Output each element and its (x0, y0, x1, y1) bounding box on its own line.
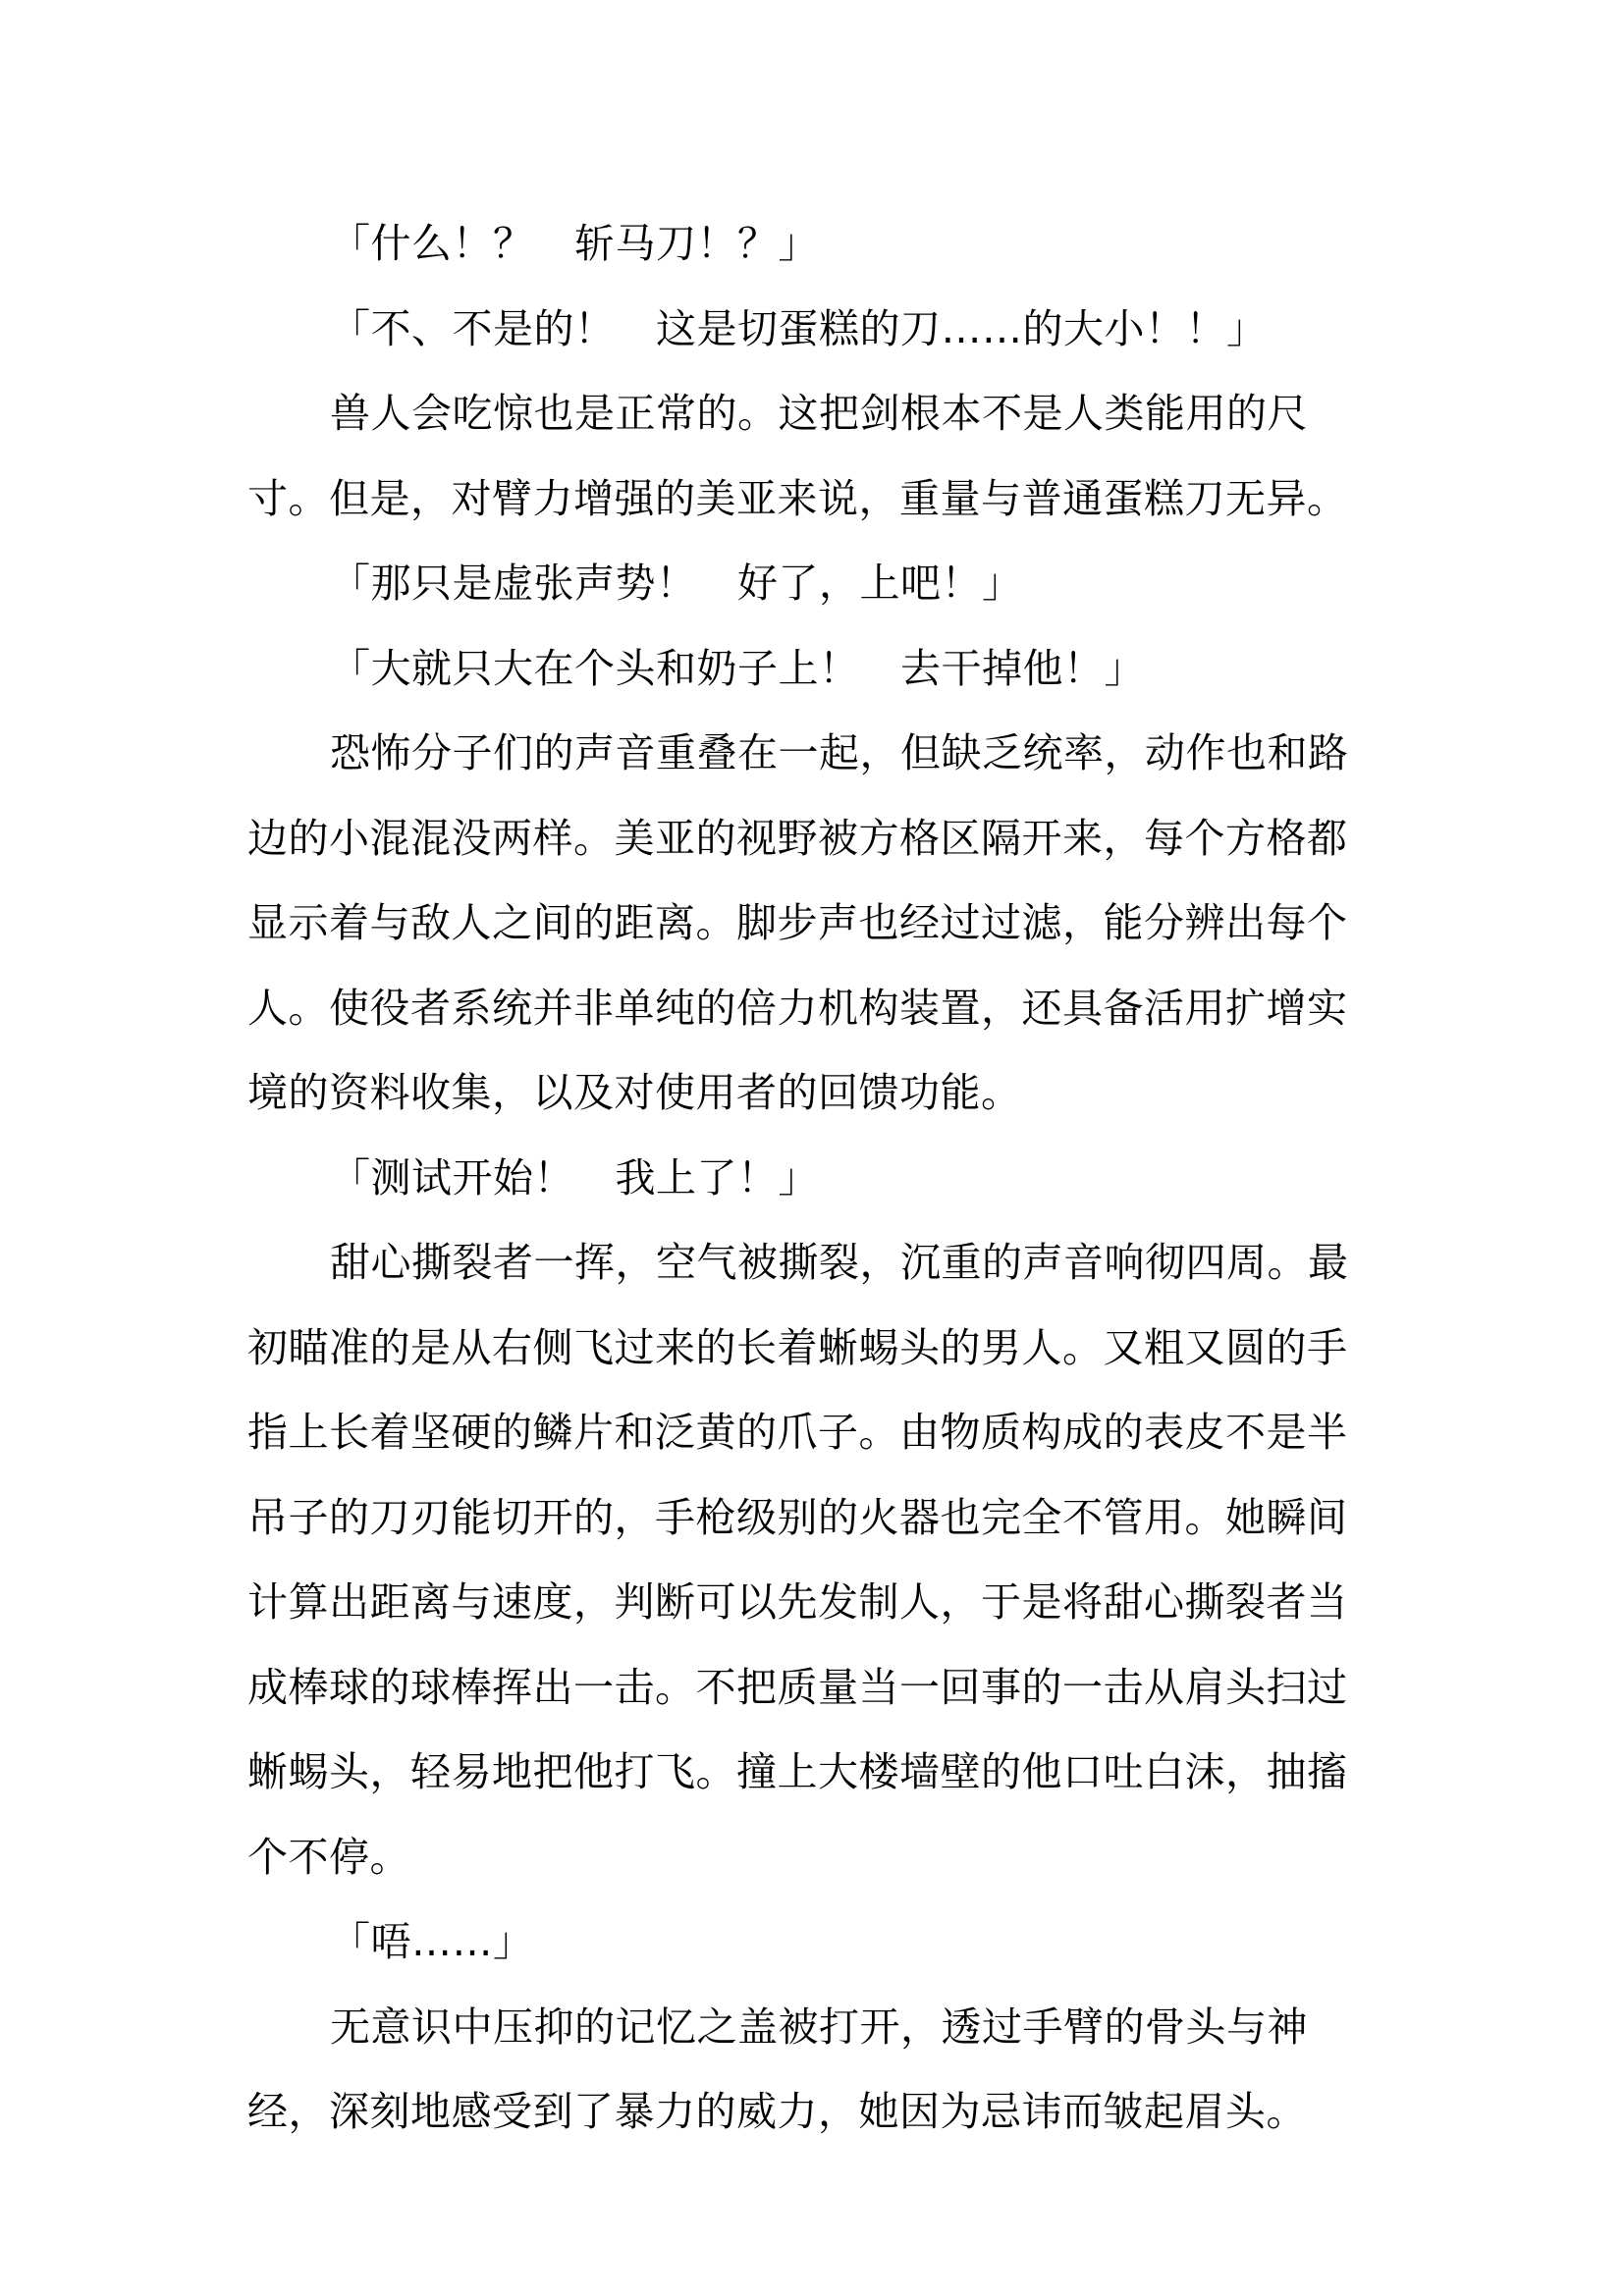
dialogue-line: 「那只是虚张声势！ 好了，上吧！」 (330, 560, 1023, 607)
narration-paragraph: 无意识中压抑的记忆之盖被打开，透过手臂的骨头与神经，深刻地感受到了暴力的威力，她因为忌讳而皱起眉头。 (247, 2002, 1308, 2135)
narration-paragraph: 恐怖分子们的声音重叠在一起，但缺乏统率，动作也和路边的小混混没两样。美亚的视野被方格区隔开来，每个方格都显示着与敌人之间的距离。脚步声也经过过滤，能分辨出每个人。使役者系统并非单纯的倍力机构装置，还具备活用扩增实境的资料收集，以及对使用者的回馈功能。 (247, 729, 1349, 1116)
narration-paragraph: 兽人会吃惊也是正常的。这把剑根本不是人类能用的尺寸。但是，对臂力增强的美亚来说，重量与普通蛋糕刀无异。 (247, 390, 1348, 522)
body-text (247, 201, 1386, 2155)
dialogue-line: 「测试开始！ 我上了！」 (330, 1153, 819, 1201)
dialogue-line: 「什么！？ 斩马刀！？」 (330, 220, 819, 267)
narration-paragraph: 甜心撕裂者一挥，空气被撕裂，沉重的声音响彻四周。最初瞄准的是从右侧飞过来的长着蜥蜴头的男人。又粗又圆的手指上长着坚硬的鳞片和泛黄的爪子。由物质构成的表皮不是半吊子的刀刃能切开的，手枪级别的火器也完全不管用。她瞬间计算出距离与速度，判断可以先发制人，于是将甜心撕裂者当成棒球的球棒挥出一击。不把质量当一回事的一击从肩头扫过蜥蜴头，轻易地把他打飞。撞上大楼墙壁的他口吐白沫，抽搐个不停。 (247, 1239, 1349, 1881)
dialogue-line: 「唔……」 (330, 1918, 534, 1965)
dialogue-line: 「不、不是的！ 这是切蛋糕的刀……的大小！！」 (330, 304, 1268, 352)
dialogue-line: 「大就只大在个头和奶子上！ 去干掉他！」 (330, 644, 1145, 692)
